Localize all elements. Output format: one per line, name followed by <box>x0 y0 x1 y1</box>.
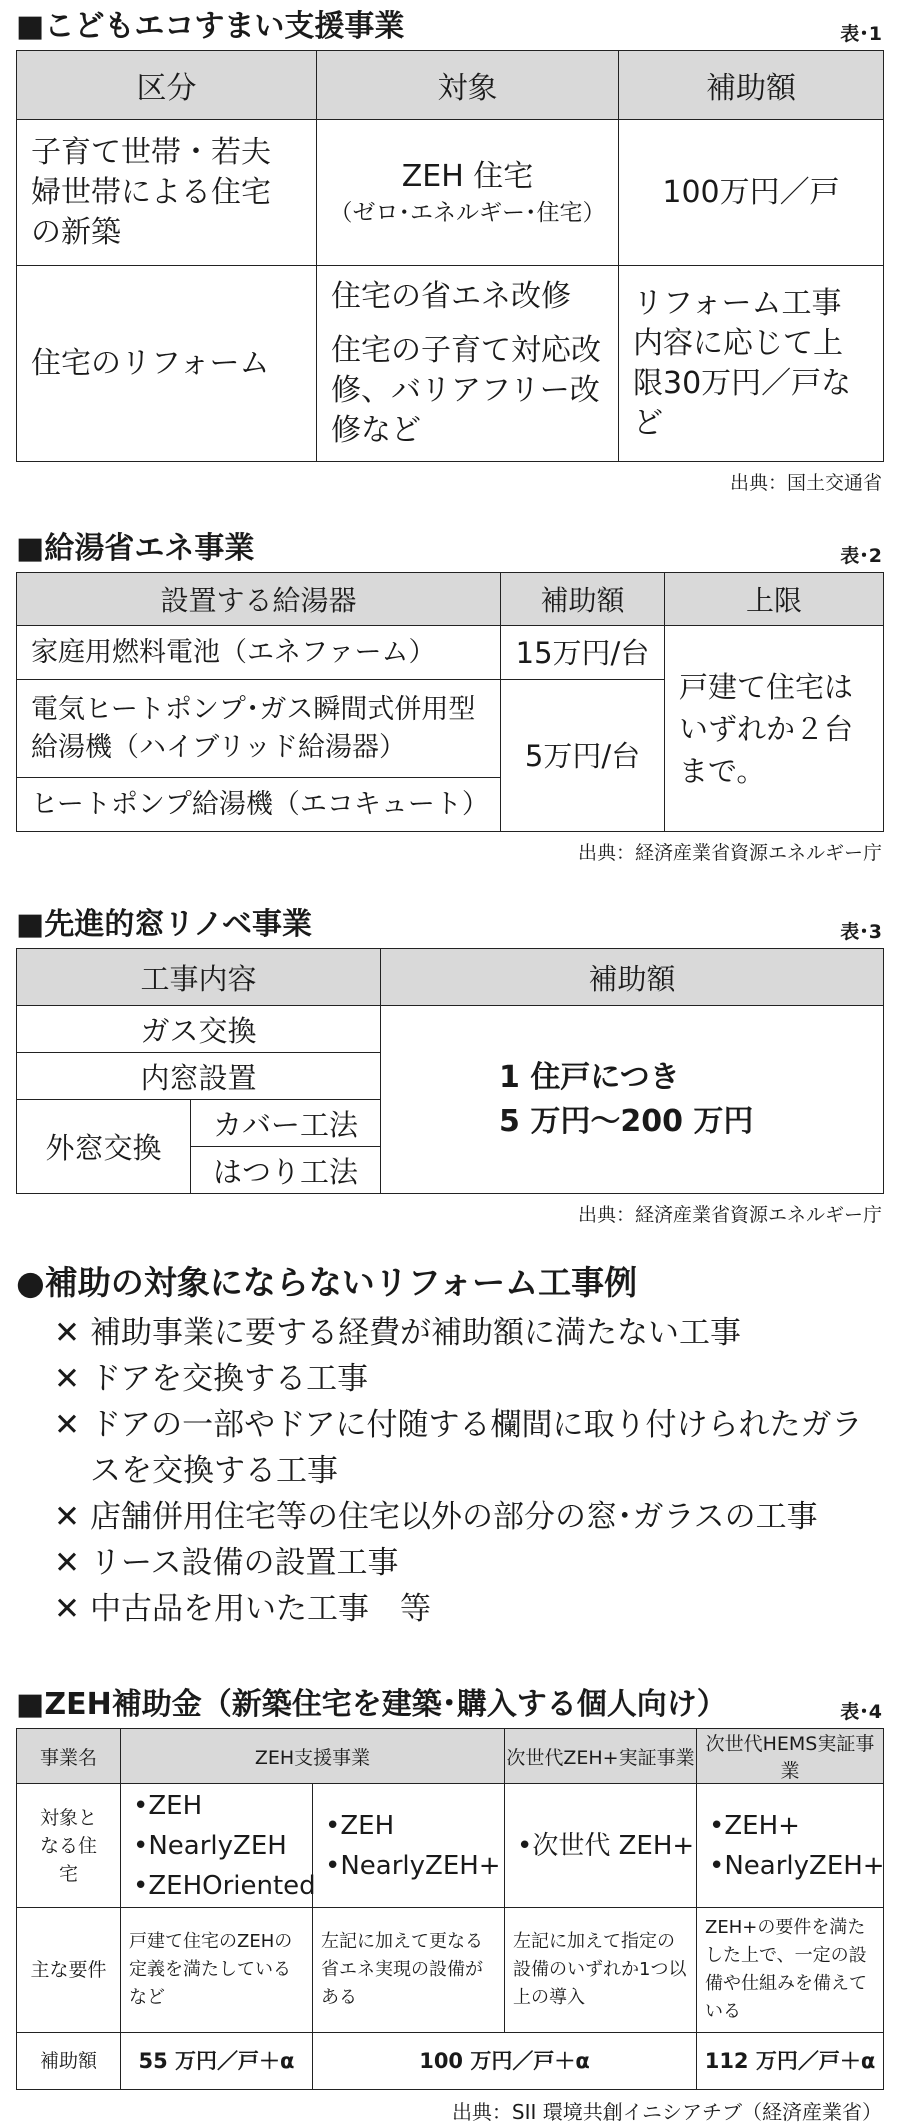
cell-target-col4 <box>697 1784 884 1908</box>
section-title: ■こどもエコすまい支援事業 <box>16 9 405 44</box>
col-header-limit: 上限 <box>665 573 884 626</box>
cell-amount-col4: 112 万円／戸＋α <box>697 2033 884 2090</box>
col-header-zeh-support: ZEH支援事業 <box>121 1729 505 1784</box>
row-header-target: 対象となる住宅 <box>17 1784 121 1908</box>
table-row <box>17 2033 884 2090</box>
row-header-requirements: 主な要件 <box>17 1908 121 2033</box>
section-title: ■給湯省エネ事業 <box>16 531 255 566</box>
cell-req-col4: ZEH+の要件を満たした上で、一定の設備や仕組みを備えている <box>697 1908 884 2033</box>
amount-line-2: 5 万円～200 万円 <box>499 1103 754 1139</box>
cross-icon: ✕ <box>54 1315 80 1351</box>
cell-req-col1: 戸建て住宅のZEHの定義を満たしているなど <box>121 1908 313 2033</box>
list-item-text: リース設備の設置工事 <box>90 1545 399 1581</box>
exclusions-items <box>16 1310 886 1632</box>
list-item-text: ドアの一部やドアに付随する欄間に取り付けられたガラスを交換する工事 <box>90 1407 863 1489</box>
section-header <box>16 528 884 572</box>
cell-gas: ガス交換 <box>17 1006 381 1053</box>
cell-target-col1 <box>121 1784 316 1908</box>
table-tag: 表･1 <box>840 23 882 45</box>
section-mado-renove <box>16 904 884 1227</box>
section-title: ■先進的窓リノベ事業 <box>16 907 312 942</box>
table-tag: 表･4 <box>840 1701 882 1723</box>
cell-req-col3: 左記に加えて指定の設備のいずれか1つ以上の導入 <box>505 1908 697 2033</box>
target-text: ZEH 住宅 <box>401 158 534 194</box>
table-row <box>17 120 884 266</box>
cell-amount: 15万円/台 <box>501 626 665 680</box>
cross-icon: ✕ <box>54 1407 80 1443</box>
col-header-program: 事業名 <box>17 1729 121 1784</box>
table-row <box>17 1006 884 1053</box>
table-row <box>17 1784 884 1908</box>
cell-amount-col1: 55 万円／戸＋α <box>121 2033 313 2090</box>
list-item <box>24 1586 886 1632</box>
col-header-category: 区分 <box>17 51 317 120</box>
cell-heater: 家庭用燃料電池（エネファーム） <box>17 626 501 680</box>
cell-amount: 5万円/台 <box>501 680 665 832</box>
col-header-amount: 補助額 <box>619 51 884 120</box>
list-item <box>24 1356 886 1402</box>
list-item <box>24 1310 886 1356</box>
target-text-b: 住宅の子育て対応改修、バリアフリー改修など <box>331 332 601 448</box>
col-header-amount: 補助額 <box>381 949 884 1006</box>
cell-target <box>317 120 619 266</box>
cell-heater: 電気ヒートポンプ･ガス瞬間式併用型給湯機（ハイブリッド給湯器） <box>17 680 501 778</box>
source-note: 出典：国土交通省 <box>729 472 882 494</box>
cell-amount <box>381 1006 884 1194</box>
cell-target-col3 <box>505 1784 697 1908</box>
cell-target-col2 <box>313 1784 505 1908</box>
kodomo-eco-table <box>16 50 884 462</box>
list-item <box>24 1540 886 1586</box>
list-item <box>24 1494 886 1540</box>
cross-icon: ✕ <box>54 1591 80 1627</box>
list-item-text: ドアを交換する工事 <box>90 1361 369 1397</box>
source-note: 出典：SII 環境共創イニシアチブ（経済産業省） <box>451 2100 882 2124</box>
cross-icon: ✕ <box>54 1545 80 1581</box>
target-text-a: 住宅の省エネ改修 <box>331 278 571 314</box>
list-item: •次世代 ZEH+ <box>517 1830 695 1861</box>
cell-limit: 戸建て住宅はいずれか２台まで。 <box>665 626 884 832</box>
section-header <box>16 904 884 948</box>
amount-line-1: 1 住戸につき <box>499 1059 680 1095</box>
source-note: 出典：経済産業省資源エネルギー庁 <box>577 1204 882 1226</box>
cell-category: 住宅のリフォーム <box>17 266 317 462</box>
cell-hatsuri: はつり工法 <box>191 1147 381 1194</box>
cell-target <box>317 266 619 462</box>
section-header <box>16 6 884 50</box>
section-header <box>16 1684 884 1728</box>
cell-amount: 100万円／戸 <box>619 120 884 266</box>
table-row <box>17 626 884 680</box>
cell-cover: カバー工法 <box>191 1100 381 1147</box>
section-kyuto-shoene <box>16 528 884 865</box>
zeh-table <box>16 1728 884 2090</box>
col-header-work: 工事内容 <box>17 949 381 1006</box>
cell-inner: 内窓設置 <box>17 1053 381 1100</box>
mado-table <box>16 948 884 1194</box>
table-tag: 表･2 <box>840 545 882 567</box>
col-header-amount: 補助額 <box>501 573 665 626</box>
col-header-zeh-plus: 次世代ZEH+実証事業 <box>505 1729 697 1784</box>
table-row <box>17 1908 884 2033</box>
cell-amount: リフォーム工事内容に応じて上限30万円／戸など <box>619 266 884 462</box>
list-item: •NearlyZEH+ <box>325 1850 501 1881</box>
kyuto-table <box>16 572 884 832</box>
exclusions-heading: ●補助の対象にならないリフォーム工事例 <box>16 1263 638 1302</box>
section-zeh-subsidy <box>16 1684 884 2125</box>
col-header-hems: 次世代HEMS実証事業 <box>697 1729 884 1784</box>
list-item-text: 補助事業に要する経費が補助額に満たない工事 <box>90 1315 741 1351</box>
cell-category: 子育て世帯・若夫婦世帯による住宅の新築 <box>17 120 317 266</box>
list-item: •ZEH+ <box>709 1810 800 1841</box>
cell-heater: ヒートポンプ給湯機（エコキュート） <box>17 778 501 832</box>
cell-req-col2: 左記に加えて更なる省エネ実現の設備がある <box>313 1908 505 2033</box>
list-item-text: 中古品を用いた工事 等 <box>90 1591 431 1627</box>
list-item: •NearlyZEH <box>133 1830 287 1861</box>
cell-outer: 外窓交換 <box>17 1100 191 1194</box>
cross-icon: ✕ <box>54 1499 80 1535</box>
row-header-amount: 補助額 <box>17 2033 121 2090</box>
list-item-text: 店舗併用住宅等の住宅以外の部分の窓･ガラスの工事 <box>90 1499 818 1535</box>
list-item: •ZEH <box>325 1810 395 1841</box>
table-tag: 表･3 <box>840 921 882 943</box>
list-item: •NearlyZEH+ <box>709 1850 885 1881</box>
source-note: 出典：経済産業省資源エネルギー庁 <box>577 842 882 864</box>
list-item: •ZEHOriented <box>133 1870 316 1901</box>
target-note: （ゼロ･エネルギー･住宅） <box>329 199 606 226</box>
list-item: •ZEH <box>133 1790 203 1821</box>
section-kodomo-eco <box>16 6 884 495</box>
cell-amount-col2: 100 万円／戸＋α <box>313 2033 697 2090</box>
cross-icon: ✕ <box>54 1361 80 1397</box>
exclusions-list <box>16 1260 886 1632</box>
col-header-target: 対象 <box>317 51 619 120</box>
col-header-heater: 設置する給湯器 <box>17 573 501 626</box>
section-title: ■ZEH補助金（新築住宅を建築･購入する個人向け） <box>16 1687 727 1722</box>
table-row <box>17 266 884 462</box>
list-item <box>24 1402 886 1494</box>
